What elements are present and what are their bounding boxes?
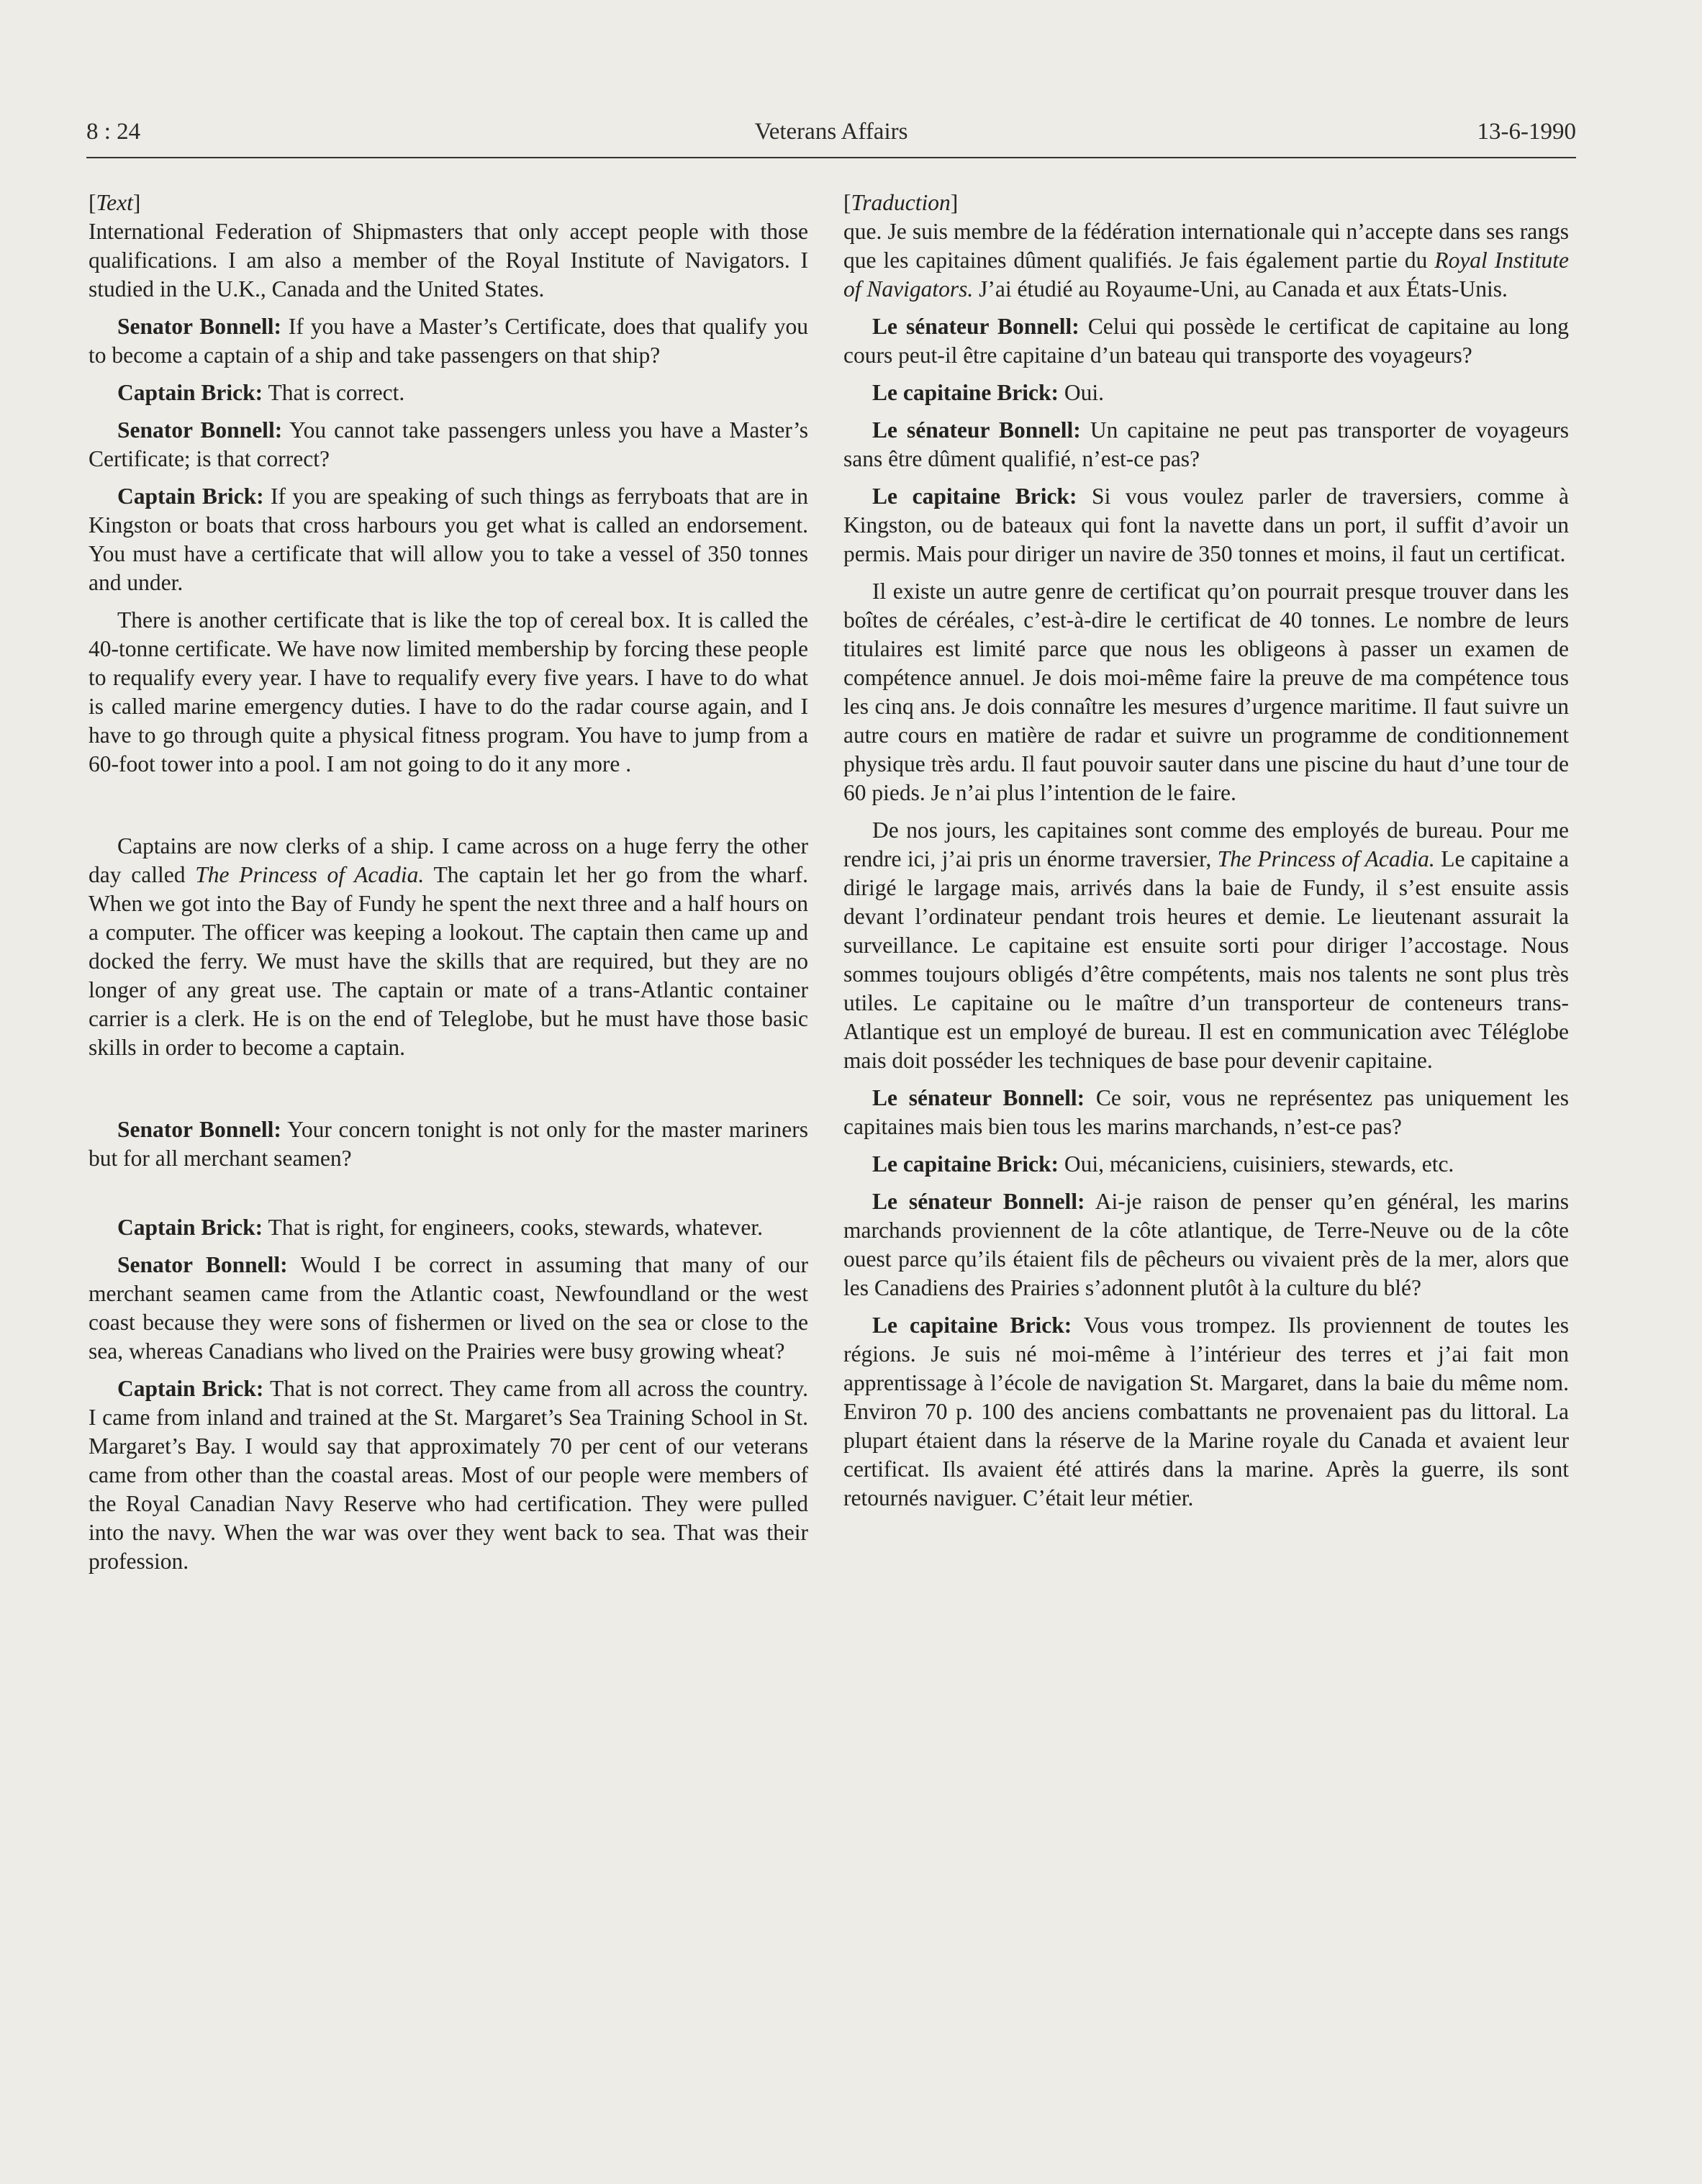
sitting-date: 13-6-1990 <box>1477 119 1576 145</box>
speaker: Senator Bonnell: <box>117 314 282 339</box>
page-number: 8 : 24 <box>86 119 141 145</box>
paragraph: Senator Bonnell: Your concern tonight is not only for the master mariners but for all merchant seamen? <box>89 1117 808 1171</box>
french-column <box>843 189 1569 1521</box>
paragraph: Le capitaine Brick: Oui. <box>872 380 1104 405</box>
speaker: Le capitaine Brick: <box>872 1313 1072 1338</box>
speaker: Captain Brick: <box>117 1376 264 1401</box>
speaker: Captain Brick: <box>117 1215 263 1240</box>
speaker: Le sénateur Bonnell: <box>872 417 1081 443</box>
speaker: Le capitaine Brick: <box>872 1151 1059 1177</box>
speaker: Senator Bonnell: <box>117 1117 281 1142</box>
institute-name: Royal Institute of Navigators. <box>843 248 1570 302</box>
paragraph: Le capitaine Brick: Oui, mécaniciens, cuisiniers, stewards, etc. <box>872 1151 1454 1177</box>
ship-name: The Princess of Acadia. <box>1217 846 1435 871</box>
paragraph: Le capitaine Brick: Si vous voulez parler de traversiers, comme à Kingston, ou de bateaux qui font la navette dans un port, il suffit d’avoir un permis. Mais pour diriger un navire de 350 tonnes et moins, il faut un certificat. <box>843 484 1569 566</box>
language-label: [Traduction] <box>843 190 959 215</box>
paragraph: que. Je suis membre de la fédération internationale qui n’accepte dans ses rangs que les capitaines dûment qualifiés. Je fais également partie du Royal Institute of Navigators. J’ai étudié au Royaume-Uni, au Canada et aux États-Unis. <box>843 219 1570 302</box>
paragraph: There is another certificate that is like the top of cereal box. It is called the 40-tonne certificate. We have now limited membership by forcing these people to requalify every year. I have to requalify every five years. I have to do what is called marine emergency duties. I have to do the radar course again, and I have to go through quite a physical fitness program. You have to jump from a 60-foot tower into a pool. I am not going to do it any more . <box>89 607 808 776</box>
paragraph: Le capitaine Brick: Vous vous trompez. Ils proviennent de toutes les régions. Je suis né moi-même à l’intérieur des terres et j’ai fait mon apprentissage à l’école de navigation St. Margaret, dans la baie du même nom. Environ 70 p. 100 des anciens combattants ne provenaient pas du littoral. La plupart étaient dans la réserve de la Marine royale du Canada et avaient leur certificat. Ils avaient été attirés dans la marine. Après la guerre, ils sont retournés naviguer. C’était leur métier. <box>843 1313 1569 1510</box>
speaker: Captain Brick: <box>117 380 263 405</box>
paragraph: International Federation of Shipmasters that only accept people with those qualifications. I am also a member of the Royal Institute of Navigators. I studied in the U.K., Canada and the United States. <box>89 219 808 302</box>
paragraph: Captains are now clerks of a ship. I came across on a huge ferry the other day called The Princess of Acadia. The captain let her go from the wharf. When we got into the Bay of Fundy he spent the next three and a half hours on a computer. The officer was keeping a lookout. The captain then came up and docked the ferry. We must have the skills that are required, but they are no longer of any great use. The captain or mate of a trans-Atlantic container carrier is a clerk. He is on the end of Teleglobe, but he must have those basic skills in order to become a captain. <box>89 833 809 1060</box>
header-rule <box>86 157 1576 158</box>
paragraph: Il existe un autre genre de certificat qu’on pourrait presque trouver dans les boîtes de céréales, c’est-à-dire le certificat de 40 tonnes. Le nombre de leurs titulaires est limité parce que nous les obligeons à passer un examen de compétence annuel. Je dois moi-même faire la preuve de ma compétence tous les cinq ans. Je dois connaître les mesures d’urgence maritime. Il faut suivre un autre cours en matière de radar et suivre un programme de conditionnement physique très ardu. Il faut pouvoir sauter dans une piscine du haut d’une tour de 60 pieds. Je n’ai plus l’intention de le faire. <box>843 579 1569 805</box>
paragraph: Captain Brick: That is not correct. They came from all across the country. I came from inland and trained at the St. Margaret’s Sea Training School in St. Margaret’s Bay. I would say that approximately 70 per cent of our veterans came from other than the coastal areas. Most of our people were members of the Royal Canadian Navy Reserve who had certification. They were pulled into the navy. When the war was over they went back to sea. That was their profession. <box>89 1376 809 1574</box>
speaker: Le sénateur Bonnell: <box>872 314 1079 339</box>
speaker: Le capitaine Brick: <box>872 484 1077 509</box>
page-header <box>86 119 1576 162</box>
paragraph: Le sénateur Bonnell: Ce soir, vous ne représentez pas uniquement les capitaines mais bien tous les marins marchands, n’est-ce pas? <box>843 1085 1569 1139</box>
paragraph: Le sénateur Bonnell: Un capitaine ne peut pas transporter de voyageurs sans être dûment qualifié, n’est-ce pas? <box>843 417 1569 471</box>
english-column <box>89 189 808 1585</box>
speaker: Captain Brick: <box>117 484 264 509</box>
paragraph: Le sénateur Bonnell: Ai-je raison de penser qu’en général, les marins marchands proviennent de la côte atlantique, de Terre-Neuve ou de la côte ouest parce qu’ils étaient fils de pêcheurs ou vivaient près de la mer, alors que les Canadiens des Prairies s’adonnent plutôt à la culture du blé? <box>843 1189 1569 1300</box>
language-label: [Text] <box>89 190 141 215</box>
publication-title: Veterans Affairs <box>754 119 908 145</box>
paragraph: Captain Brick: If you are speaking of such things as ferryboats that are in Kingston or boats that cross harbours you get what is called an endorsement. You must have a certificate that will allow you to take a vessel of 350 tonnes and under. <box>89 484 809 595</box>
spacer <box>89 1182 808 1213</box>
speaker: Le sénateur Bonnell: <box>872 1085 1085 1110</box>
spacer <box>89 787 808 832</box>
speaker: Senator Bonnell: <box>117 417 283 443</box>
paragraph: Captain Brick: That is right, for engineers, cooks, stewards, whatever. <box>117 1215 764 1240</box>
paragraph: De nos jours, les capitaines sont comme des employés de bureau. Pour me rendre ici, j’ai pris un énorme traversier, The Princess of Acadia. Le capitaine a dirigé le largage mais, arrivés dans la baie de Fundy, il s’est ensuite assis devant l’ordinateur pendant trois heures et demie. Le lieutenant assurait la surveillance. Le capitaine est ensuite sorti pour diriger l’accostage. Nous sommes toujours obligés d’être compétents, mais nos talents ne sont plus très utiles. Le capitaine ou le maître d’un transporteur de conteneurs trans-Atlantique est un employé de bureau. Il est en communication avec Téléglobe mais doit posséder les techniques de base pour devenir capitaine. <box>843 817 1569 1073</box>
paragraph: Captain Brick: That is correct. <box>117 380 405 405</box>
speaker: Le capitaine Brick: <box>872 380 1059 405</box>
speaker: Le sénateur Bonnell: <box>872 1189 1085 1214</box>
paragraph: Senator Bonnell: Would I be correct in assuming that many of our merchant seamen came from the Atlantic coast, Newfoundland or the west coast because they were sons of fishermen or lived on the sea or close to the sea, whereas Canadians who lived on the Prairies were busy growing wheat? <box>89 1252 808 1364</box>
spacer <box>89 1071 808 1115</box>
paragraph: Senator Bonnell: If you have a Master’s Certificate, does that qualify you to become a captain of a ship and take passengers on that ship? <box>89 314 808 368</box>
paragraph: Senator Bonnell: You cannot take passengers unless you have a Master’s Certificate; is that correct? <box>89 417 808 471</box>
speaker: Senator Bonnell: <box>117 1252 288 1277</box>
paragraph: Le sénateur Bonnell: Celui qui possède le certificat de capitaine au long cours peut-il être capitaine d’un bateau qui transporte des voyageurs? <box>843 314 1569 368</box>
ship-name: The Princess of Acadia. <box>195 862 425 887</box>
